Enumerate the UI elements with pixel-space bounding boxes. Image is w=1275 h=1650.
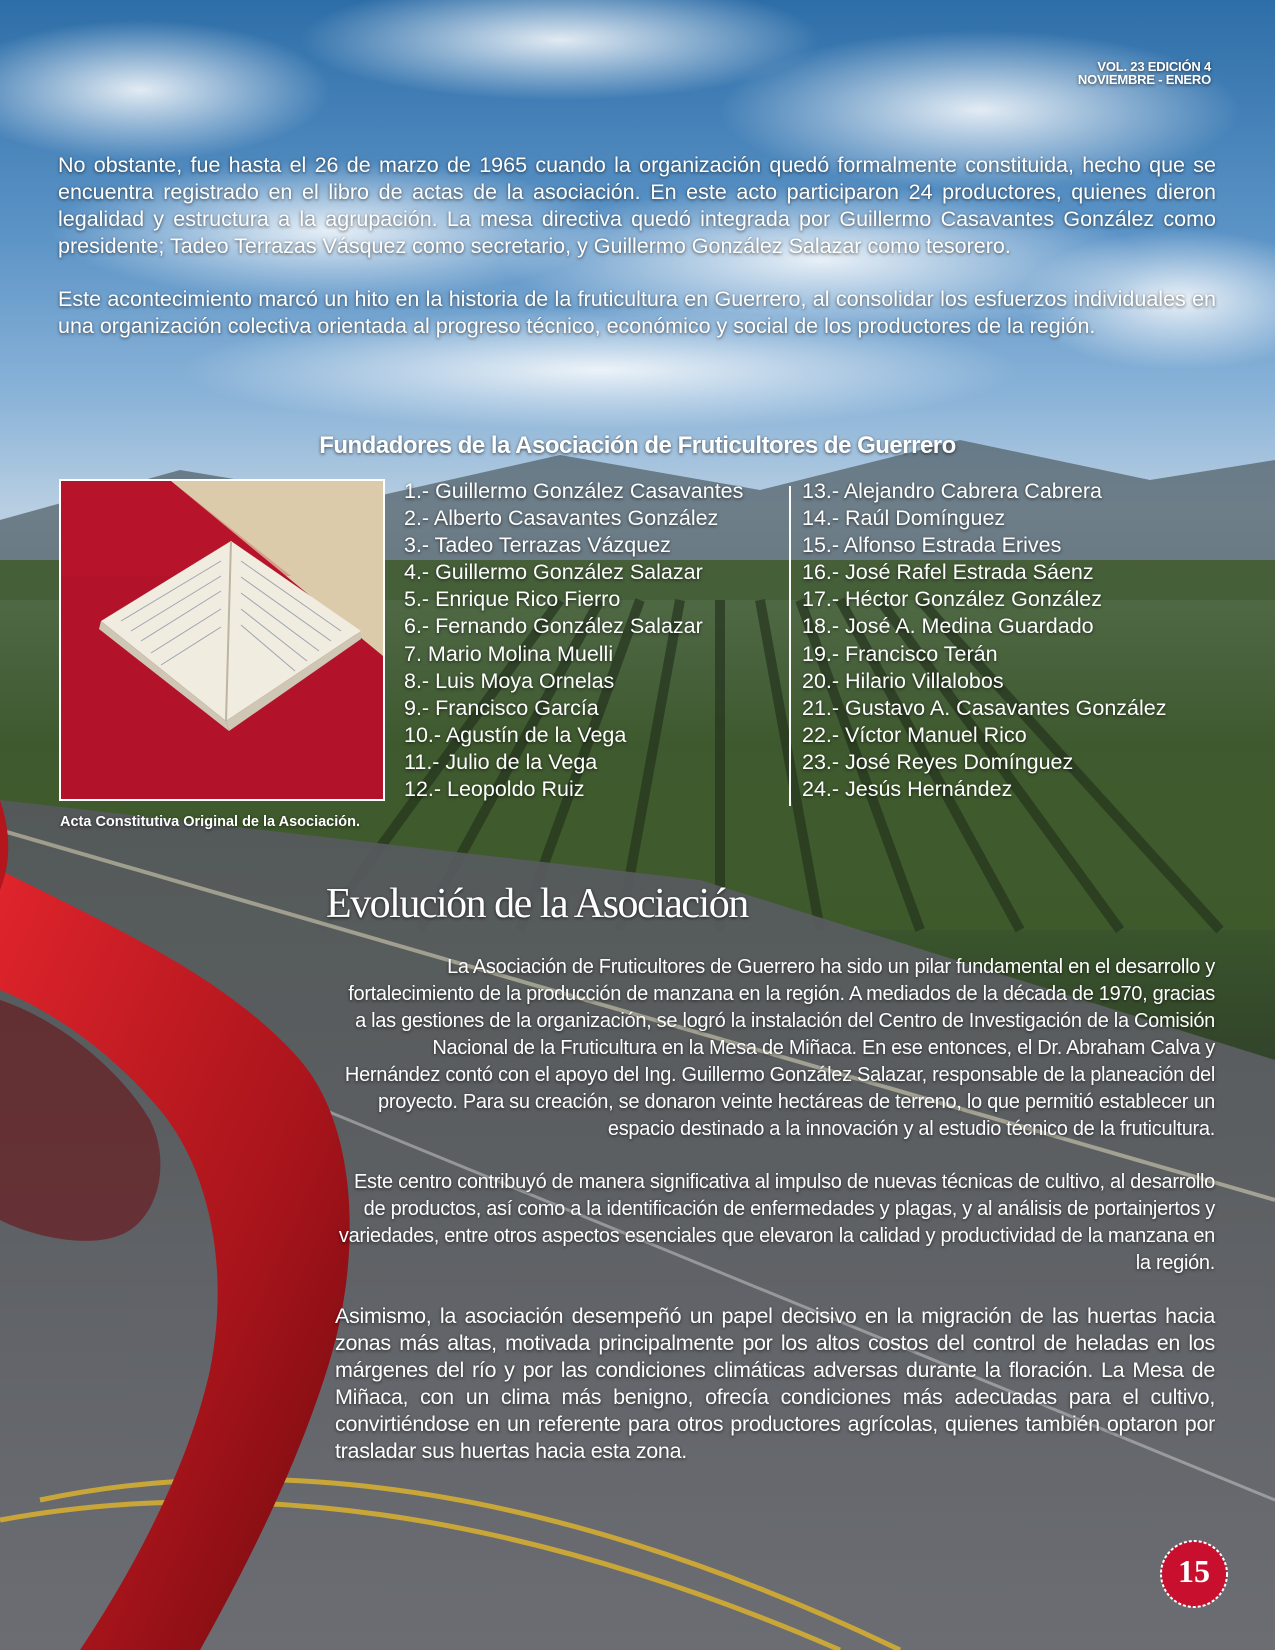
founder-item: 1.- Guillermo González Casavantes — [404, 479, 744, 503]
founder-item: 2.- Alberto Casavantes González — [404, 506, 719, 531]
evolution-paragraph-1: La Asociación de Fruticultores de Guerrero ha sido un pilar fundamental en el desarrollo y fortalecimiento de la producción de manzana en la región. A mediados de la década de 1970, gracias a las gestiones de la organización, se logró la instalación del Centro de Investigación de la Comisión Nacional de la Fruticultura en la Mesa de Miñaca. En ese entonces, el Dr. Abraham Calva y Hernández contó con el apoyo del Ing. Guillermo González Salazar, responsable de la planeación del proyecto. Para su creación, se donaron veinte hectáreas de terreno, lo que permitió establecer un espacio destinado a la innovación y al estudio técnico de la fruticultura. — [344, 956, 1215, 1140]
evolution-text — [335, 954, 1215, 1491]
evolution-paragraph-3: Asimismo, la asociación desempeñó un papel decisivo en la migración de las huertas hacia zonas más altas, motivada principalmente por los altos costos del control de heladas en los márgenes del río y por las condiciones climáticas adversas durante la floración. La Mesa de Miñaca, con un clima más benigno, ofrecía condiciones más adecuadas para el cultivo, convirtiéndose en un referente para otros productores agrícolas, quienes también optaron por trasladar sus huertas hacia esta zona. — [335, 1304, 1215, 1463]
founders-list-column-2 — [802, 478, 1167, 803]
founder-item: 19.- Francisco Terán — [802, 641, 998, 666]
issue-volume: VOL. 23 EDICIÓN 4 — [1097, 59, 1211, 74]
founders-heading: Fundadores de la Asociación de Fruticultores de Guerrero — [319, 432, 956, 459]
intro-paragraph-1: No obstante, fue hasta el 26 de marzo de 1965 cuando la organización quedó formalmente constituida, hecho que se encuentra registrado en el libro de actas de la asociación. En este acto participaron 24 productores, quienes dieron legalidad y estructura a la agrupación. La mesa directiva quedó integrada por Guillermo Casavantes González como presidente; Tadeo Terrazas Vásquez como secretario, y Guillermo González Salazar como tesorero. — [58, 153, 1216, 258]
founder-item: 13.- Alejandro Cabrera Cabrera — [802, 479, 1102, 503]
founder-item: 14.- Raúl Domínguez — [802, 506, 1006, 531]
founder-item: 18.- José A. Medina Guardado — [802, 614, 1094, 639]
founder-item: 5.- Enrique Rico Fierro — [404, 587, 621, 612]
founder-item: 11.- Julio de la Vega — [404, 749, 598, 774]
founder-item: 3.- Tadeo Terrazas Vázquez — [404, 533, 671, 558]
founder-item: 24.- Jesús Hernández — [802, 777, 1013, 802]
founder-item: 21.- Gustavo A. Casavantes González — [802, 695, 1167, 720]
founders-list-column-1 — [404, 478, 743, 803]
evolution-paragraph-2: Este centro contribuyó de manera significativa al impulso de nuevas técnicas de cultivo, al desarrollo de productos, así como a la identificación de enfermedades y plagas, y al análisis de portainjertos y variedades, entre otros aspectos esenciales que elevaron la calidad y productividad de la manzana en la región. — [338, 1171, 1215, 1274]
intro-paragraph-2: Este acontecimiento marcó un hito en la historia de la fruticultura en Guerrero, al consolidar los esfuerzos individuales en una organización colectiva orientada al progreso técnico, económico y social de los productores de la región. — [58, 287, 1216, 338]
founder-item: 9.- Francisco García — [404, 695, 599, 720]
issue-info — [1078, 60, 1211, 86]
founder-item: 10.- Agustín de la Vega — [404, 722, 627, 747]
photo-caption: Acta Constitutiva Original de la Asociación. — [60, 814, 360, 830]
intro-text — [58, 152, 1216, 366]
founder-item: 12.- Leopoldo Ruiz — [404, 777, 585, 802]
founder-item: 7. Mario Molina Muelli — [404, 641, 614, 666]
founder-item: 6.- Fernando González Salazar — [404, 614, 703, 639]
founder-item: 22.- Víctor Manuel Rico — [802, 722, 1027, 747]
section-title: Evolución de la Asociación — [326, 881, 748, 927]
founder-item: 16.- José Rafel Estrada Sáenz — [802, 560, 1094, 585]
page-number: 15 — [1178, 1553, 1210, 1589]
column-divider — [789, 486, 791, 806]
founder-item: 15.- Alfonso Estrada Erives — [802, 533, 1062, 558]
founding-act-photo — [59, 479, 385, 801]
founder-item: 20.- Hilario Villalobos — [802, 668, 1004, 693]
founder-item: 8.- Luis Moya Ornelas — [404, 668, 615, 693]
open-book-image — [61, 481, 383, 799]
founder-item: 4.- Guillermo González Salazar — [404, 560, 703, 585]
founder-item: 17.- Héctor González González — [802, 587, 1102, 612]
issue-period: NOVIEMBRE - ENERO — [1077, 72, 1211, 87]
founder-item: 23.- José Reyes Domínguez — [802, 749, 1074, 774]
